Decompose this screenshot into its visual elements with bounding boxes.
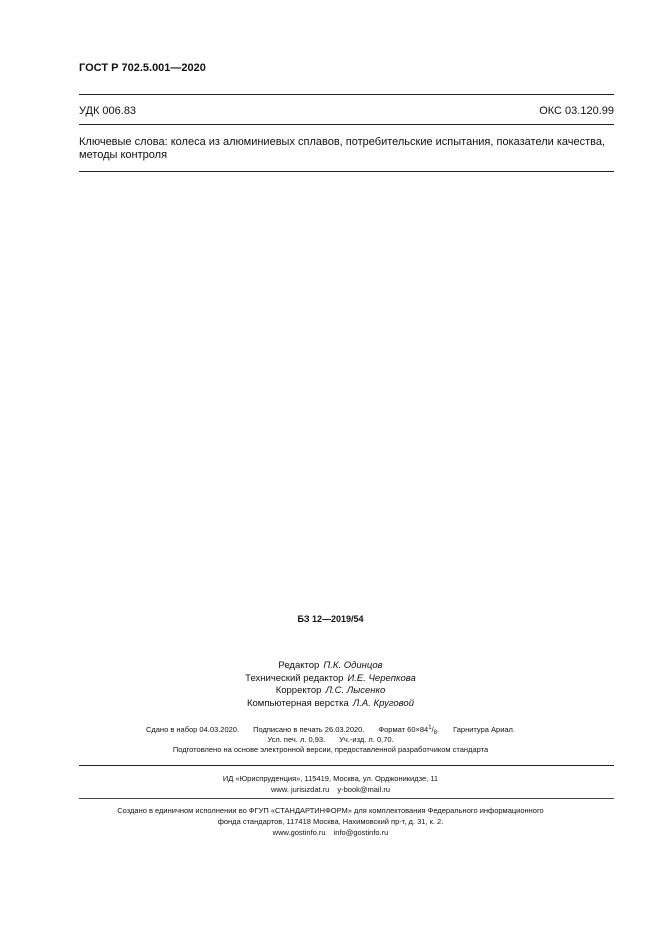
keywords: Ключевые слова: колеса из алюминиевых сплавов, потребительские испытания, показатели качества, методы контроля — [79, 136, 606, 161]
credit-name: И.Е. Черепкова — [347, 672, 416, 684]
credits-block — [0, 660, 661, 710]
publisher-address: ИД «Юриспруденция», 115419, Москва, ул. Орджоникидзе, 11 — [222, 774, 439, 783]
credit-name: П.К. Одинцов — [323, 660, 383, 671]
credit-line — [0, 660, 661, 673]
print-sheets: Усл. печ. л. 0,93. — [267, 735, 326, 744]
creator-line1: Создано в единичном исполнении во ФГУП «СТАНДАРТИНФОРМ» для комплектования Федерального информационного — [117, 806, 544, 815]
oks-code: ОКС 03.120.99 — [539, 105, 614, 117]
credit-name: Л.С. Лысенко — [325, 685, 386, 696]
credit-role: Корректор — [275, 685, 322, 696]
creator-contacts — [0, 828, 661, 837]
creator-email: info@gostinfo.ru — [333, 828, 389, 837]
pub-sheets: Уч.-изд. л. 0,70. — [339, 735, 394, 744]
publisher-site: www. jurisizdat.ru — [271, 785, 330, 794]
publisher-email: y-book@mail.ru — [337, 785, 390, 794]
signed-date: Подписано в печать 26.03.2020. — [253, 725, 365, 734]
credit-role: Технический редактор — [245, 672, 344, 684]
keywords-divider — [79, 171, 614, 172]
format: Формат $60\times 84^1/_8$. — [378, 725, 440, 736]
typeface: Гарнитура Ариал. — [453, 725, 516, 734]
credit-line — [0, 698, 661, 711]
creator-line2: фонда стандартов, 117418 Москва, Нахимовский пр-т, д. 31, к. 2. — [217, 817, 444, 826]
credit-role: Компьютерная верстка — [246, 697, 349, 709]
submitted-date: Сдано в набор 04.03.2020. — [145, 725, 240, 734]
standard-number: ГОСТ Р 702.5.001—2020 — [79, 62, 206, 74]
credit-name: Л.А. Круговой — [352, 697, 414, 709]
print-info-line2 — [0, 735, 661, 744]
creator-site: www.gostinfo.ru — [272, 828, 326, 837]
udk-code: УДК 006.83 — [79, 105, 137, 117]
print-info-line1 — [0, 725, 661, 734]
credit-role: Редактор — [278, 660, 320, 671]
top-divider — [79, 94, 614, 95]
credit-line — [0, 673, 661, 686]
prepared-note: Подготовлено на основе электронной версии, предоставленной разработчиком стандарта — [172, 745, 489, 754]
publisher-contacts — [0, 785, 661, 794]
classification-divider — [79, 124, 614, 125]
creator-divider — [79, 798, 614, 799]
publisher-divider — [79, 765, 614, 766]
bz-number: БЗ 12—2019/54 — [297, 614, 364, 624]
credit-line — [0, 685, 661, 698]
